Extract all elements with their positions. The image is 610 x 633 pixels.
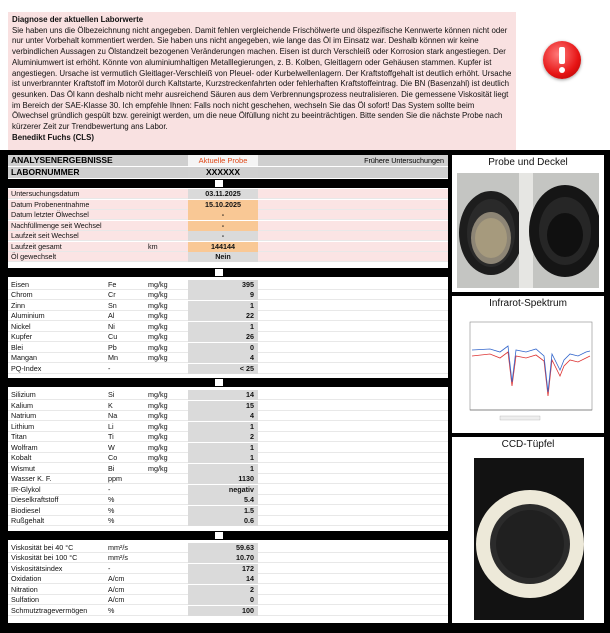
row-label: Untersuchungsdatum xyxy=(11,189,80,198)
row-symbol: mm²/s xyxy=(108,542,128,552)
row-value: 03.11.2025 xyxy=(188,189,258,199)
table-row xyxy=(8,242,448,252)
row-label: Laufzeit seit Wechsel xyxy=(11,231,79,240)
row-symbol: A/cm xyxy=(108,574,125,583)
table-row xyxy=(8,585,448,595)
row-unit: mg/kg xyxy=(148,453,168,462)
row-label: Blei xyxy=(11,342,23,352)
row-value: 5.4 xyxy=(188,495,258,505)
row-symbol: - xyxy=(108,363,111,373)
row-value: 1 xyxy=(188,464,258,474)
row-unit: mg/kg xyxy=(148,411,168,420)
row-symbol: ppm xyxy=(108,474,122,483)
row-value: 4 xyxy=(188,411,258,421)
row-symbol: Mn xyxy=(108,353,118,362)
row-label: IR-Glykol xyxy=(11,484,41,494)
diagnosis-panel xyxy=(0,0,610,150)
ccd-spot-image xyxy=(474,458,584,620)
row-label: Datum letzter Ölwechsel xyxy=(11,210,89,219)
row-label: Nickel xyxy=(11,321,31,331)
row-unit: mg/kg xyxy=(148,463,168,473)
row-value: 1 xyxy=(188,443,258,453)
row-value: negativ xyxy=(188,485,258,495)
row-label: PQ-Index xyxy=(11,363,42,373)
row-label: Silizium xyxy=(11,390,36,399)
row-value: 15 xyxy=(188,401,258,411)
row-label: Kobalt xyxy=(11,453,32,462)
row-label: Dieselkraftstoff xyxy=(11,495,59,504)
sample-photo xyxy=(457,173,599,288)
row-symbol: Cr xyxy=(108,290,116,299)
row-unit: mg/kg xyxy=(148,421,168,431)
row-value: 15.10.2025 xyxy=(188,200,258,210)
diagnosis-body: Sie haben uns die Ölbezeichnung nicht angegeben. Damit fehlen vergleichende Frischölwerte und ölspezifische Kennwerte können nicht oder nur unter Vorbehalt kommentiert werden. Sie haben uns nicht angegeben, wie lange das Öl im Einsatz war. Deshalb können wir keine verbindlichen Aussagen zu Ölstandzeit bezogenen Veränderungen machen. Eisen ist durch Verschleiß oder Korrosion stark angestiegen. Der Aluminiumwert ist erhöht. Könnte von aluminiumhaltigen Metalllegierungen, z. B. Kolben, Gleitlagern oder Gehäusen stammen. Kupfer ist angestiegen. Ursache ist vermutlich Gleitlager-Verschleiß von Pleuel- oder Kurbelwellenlagern. Der Kraftstoffgehalt ist deutlich erhöht. Ursache ist unverbrannter Kraftstoff im Motoröl durch Kaltstarte, Kurzstreckenfahrten oder fehlerhaften Kraftstoffeintrag. Die BN (Basenzahl) ist deutlich gesunken. Das Öl kann deshalb nicht mehr ausreichend Säuren aus dem Verbrennungsprozess neutralisieren. Die gemessene Viskosität liegt im Bereich der SAE-Klasse 30. Ich empfehle Ihnen: Falls noch nicht geschehen, wechseln Sie das Öl sofort! Das System sollte beim Ölwechsel gründlich gespült bzw. gereinigt werden, um die neue Ölfüllung nicht zu beeinträchtigen. Bitte senden Sie die nächste Probe nach kürzerer Zeit zur Trendbewertung ans Labor. xyxy=(12,25,512,132)
row-label: Titan xyxy=(11,432,27,441)
row-symbol: A/cm xyxy=(108,595,125,604)
table-row xyxy=(8,401,448,411)
diagnosis-signature: Benedikt Fuchs (CLS) xyxy=(12,132,94,142)
row-value: 2 xyxy=(188,432,258,442)
table-row xyxy=(8,231,448,241)
section-separator xyxy=(8,378,448,387)
row-symbol: mm²/s xyxy=(108,553,128,562)
row-unit: mg/kg xyxy=(148,342,168,352)
table-row xyxy=(8,516,448,526)
row-unit: mg/kg xyxy=(148,432,168,441)
table-row xyxy=(8,343,448,353)
row-unit: mg/kg xyxy=(148,442,168,452)
row-value: 1130 xyxy=(188,474,258,484)
table-row xyxy=(8,474,448,484)
row-value: < 25 xyxy=(188,364,258,374)
row-symbol: W xyxy=(108,442,115,452)
table-row xyxy=(8,422,448,432)
row-label: Biodiesel xyxy=(11,505,41,515)
table-row xyxy=(8,280,448,290)
exclamation-icon xyxy=(543,41,581,79)
table-row xyxy=(8,353,448,363)
row-symbol: Cu xyxy=(108,332,118,341)
current-sample-heading: Aktuelle Probe xyxy=(188,155,258,166)
row-symbol: - xyxy=(108,563,111,573)
results-table xyxy=(8,155,448,623)
row-label: Chrom xyxy=(11,290,33,299)
ir-spectrum-title: Infrarot-Spektrum xyxy=(489,298,567,309)
row-unit: mg/kg xyxy=(148,332,168,341)
table-row xyxy=(8,332,448,342)
row-value: 1.5 xyxy=(188,506,258,516)
section-separator xyxy=(8,179,448,188)
table-row xyxy=(8,322,448,332)
row-value: 14 xyxy=(188,390,258,400)
ccd-spot-panel xyxy=(452,437,604,623)
section-separator xyxy=(8,531,448,540)
row-symbol: Sn xyxy=(108,300,117,310)
row-unit: mg/kg xyxy=(148,390,168,399)
lab-number-label: LABORNUMMER xyxy=(11,167,80,177)
table-row xyxy=(8,506,448,516)
row-label: Viskositätsindex xyxy=(11,563,63,573)
table-row xyxy=(8,553,448,563)
ir-spectrum-panel xyxy=(452,296,604,433)
row-value: 22 xyxy=(188,311,258,321)
table-row xyxy=(8,252,448,262)
row-value: 144144 xyxy=(188,242,258,252)
row-symbol: Pb xyxy=(108,342,117,352)
row-value: 59.63 xyxy=(188,543,258,553)
row-value: - xyxy=(188,231,258,241)
row-label: Rußgehalt xyxy=(11,516,45,525)
row-symbol: Al xyxy=(108,311,115,320)
row-label: Zinn xyxy=(11,300,25,310)
row-value: 9 xyxy=(188,290,258,300)
row-value: 4 xyxy=(188,353,258,363)
row-symbol: A/cm xyxy=(108,584,125,594)
ccd-spot-title: CCD-Tüpfel xyxy=(501,439,555,450)
diagnosis-title: Diagnose der aktuellen Laborwerte xyxy=(12,15,144,24)
analysis-results-heading: ANALYSENERGEBNISSE xyxy=(11,155,113,165)
table-header xyxy=(8,155,448,166)
table-row xyxy=(8,574,448,584)
row-value: 1 xyxy=(188,422,258,432)
row-value: 100 xyxy=(188,606,258,616)
table-row xyxy=(8,543,448,553)
row-symbol: Bi xyxy=(108,463,115,473)
table-row xyxy=(8,221,448,231)
row-value: 10.70 xyxy=(188,553,258,563)
previous-tests-heading: Frühere Untersuchungen xyxy=(364,156,444,165)
row-unit: km xyxy=(148,241,158,251)
row-value: - xyxy=(188,210,258,220)
row-value: 1 xyxy=(188,453,258,463)
row-value: 26 xyxy=(188,332,258,342)
table-row xyxy=(8,290,448,300)
row-label: Oxidation xyxy=(11,574,42,583)
row-label: Nitration xyxy=(11,584,38,594)
diagnosis-text-box xyxy=(8,12,516,150)
row-symbol: - xyxy=(108,484,111,494)
row-symbol: % xyxy=(108,495,115,504)
row-label: Öl gewechselt xyxy=(11,252,57,261)
row-value: 0.6 xyxy=(188,516,258,526)
table-row xyxy=(8,311,448,321)
row-value: 2 xyxy=(188,585,258,595)
row-label: Mangan xyxy=(11,353,37,362)
row-symbol: Na xyxy=(108,411,118,420)
row-label: Eisen xyxy=(11,279,29,289)
row-symbol: Ni xyxy=(108,321,115,331)
table-row xyxy=(8,453,448,463)
row-value: 0 xyxy=(188,595,258,605)
row-label: Kalium xyxy=(11,400,33,410)
row-label: Natrium xyxy=(11,411,37,420)
table-row xyxy=(8,364,448,374)
row-value: - xyxy=(188,221,258,231)
row-label: Aluminium xyxy=(11,311,45,320)
row-unit: mg/kg xyxy=(148,353,168,362)
sample-photo-title: Probe und Deckel xyxy=(488,157,568,168)
table-row xyxy=(8,432,448,442)
row-label: Wismut xyxy=(11,463,35,473)
row-label: Schmutztragevermögen xyxy=(11,605,88,615)
row-symbol: Co xyxy=(108,453,118,462)
lab-number-row xyxy=(8,167,448,178)
row-label: Datum Probenentnahme xyxy=(11,199,90,209)
row-unit: mg/kg xyxy=(148,321,168,331)
table-row xyxy=(8,200,448,210)
sample-photo-panel xyxy=(452,155,604,292)
table-row xyxy=(8,485,448,495)
table-row xyxy=(8,301,448,311)
row-symbol: Li xyxy=(108,421,114,431)
table-row xyxy=(8,464,448,474)
row-unit: mg/kg xyxy=(148,290,168,299)
table-row xyxy=(8,443,448,453)
row-label: Wolfram xyxy=(11,442,38,452)
row-symbol: Fe xyxy=(108,279,117,289)
row-value: 395 xyxy=(188,280,258,290)
table-row xyxy=(8,564,448,574)
row-value: 0 xyxy=(188,343,258,353)
row-label: Nachfüllmenge seit Wechsel xyxy=(11,220,102,230)
table-row xyxy=(8,210,448,220)
row-label: Viskosität bei 40 °C xyxy=(11,542,74,552)
row-value: 14 xyxy=(188,574,258,584)
row-symbol: % xyxy=(108,605,115,615)
row-symbol: Si xyxy=(108,390,115,399)
section-separator xyxy=(8,268,448,277)
row-symbol: % xyxy=(108,516,115,525)
table-row xyxy=(8,189,448,199)
ir-spectrum-chart xyxy=(460,316,598,428)
row-label: Lithium xyxy=(11,421,35,431)
row-symbol: K xyxy=(108,400,113,410)
row-unit: mg/kg xyxy=(148,400,168,410)
row-label: Wasser K. F. xyxy=(11,474,52,483)
row-unit: mg/kg xyxy=(148,311,168,320)
row-unit: mg/kg xyxy=(148,300,168,310)
row-symbol: % xyxy=(108,505,115,515)
row-label: Viskosität bei 100 °C xyxy=(11,553,78,562)
row-value: 1 xyxy=(188,301,258,311)
lab-number-value: XXXXXX xyxy=(188,167,258,178)
table-row xyxy=(8,411,448,421)
table-row xyxy=(8,495,448,505)
row-value: 172 xyxy=(188,564,258,574)
row-label: Sulfation xyxy=(11,595,39,604)
row-value: Nein xyxy=(188,252,258,262)
table-row xyxy=(8,606,448,616)
table-row xyxy=(8,595,448,605)
row-value: 1 xyxy=(188,322,258,332)
table-row xyxy=(8,390,448,400)
row-label: Laufzeit gesamt xyxy=(11,241,62,251)
row-label: Kupfer xyxy=(11,332,33,341)
row-unit: mg/kg xyxy=(148,279,168,289)
row-symbol: Ti xyxy=(108,432,114,441)
